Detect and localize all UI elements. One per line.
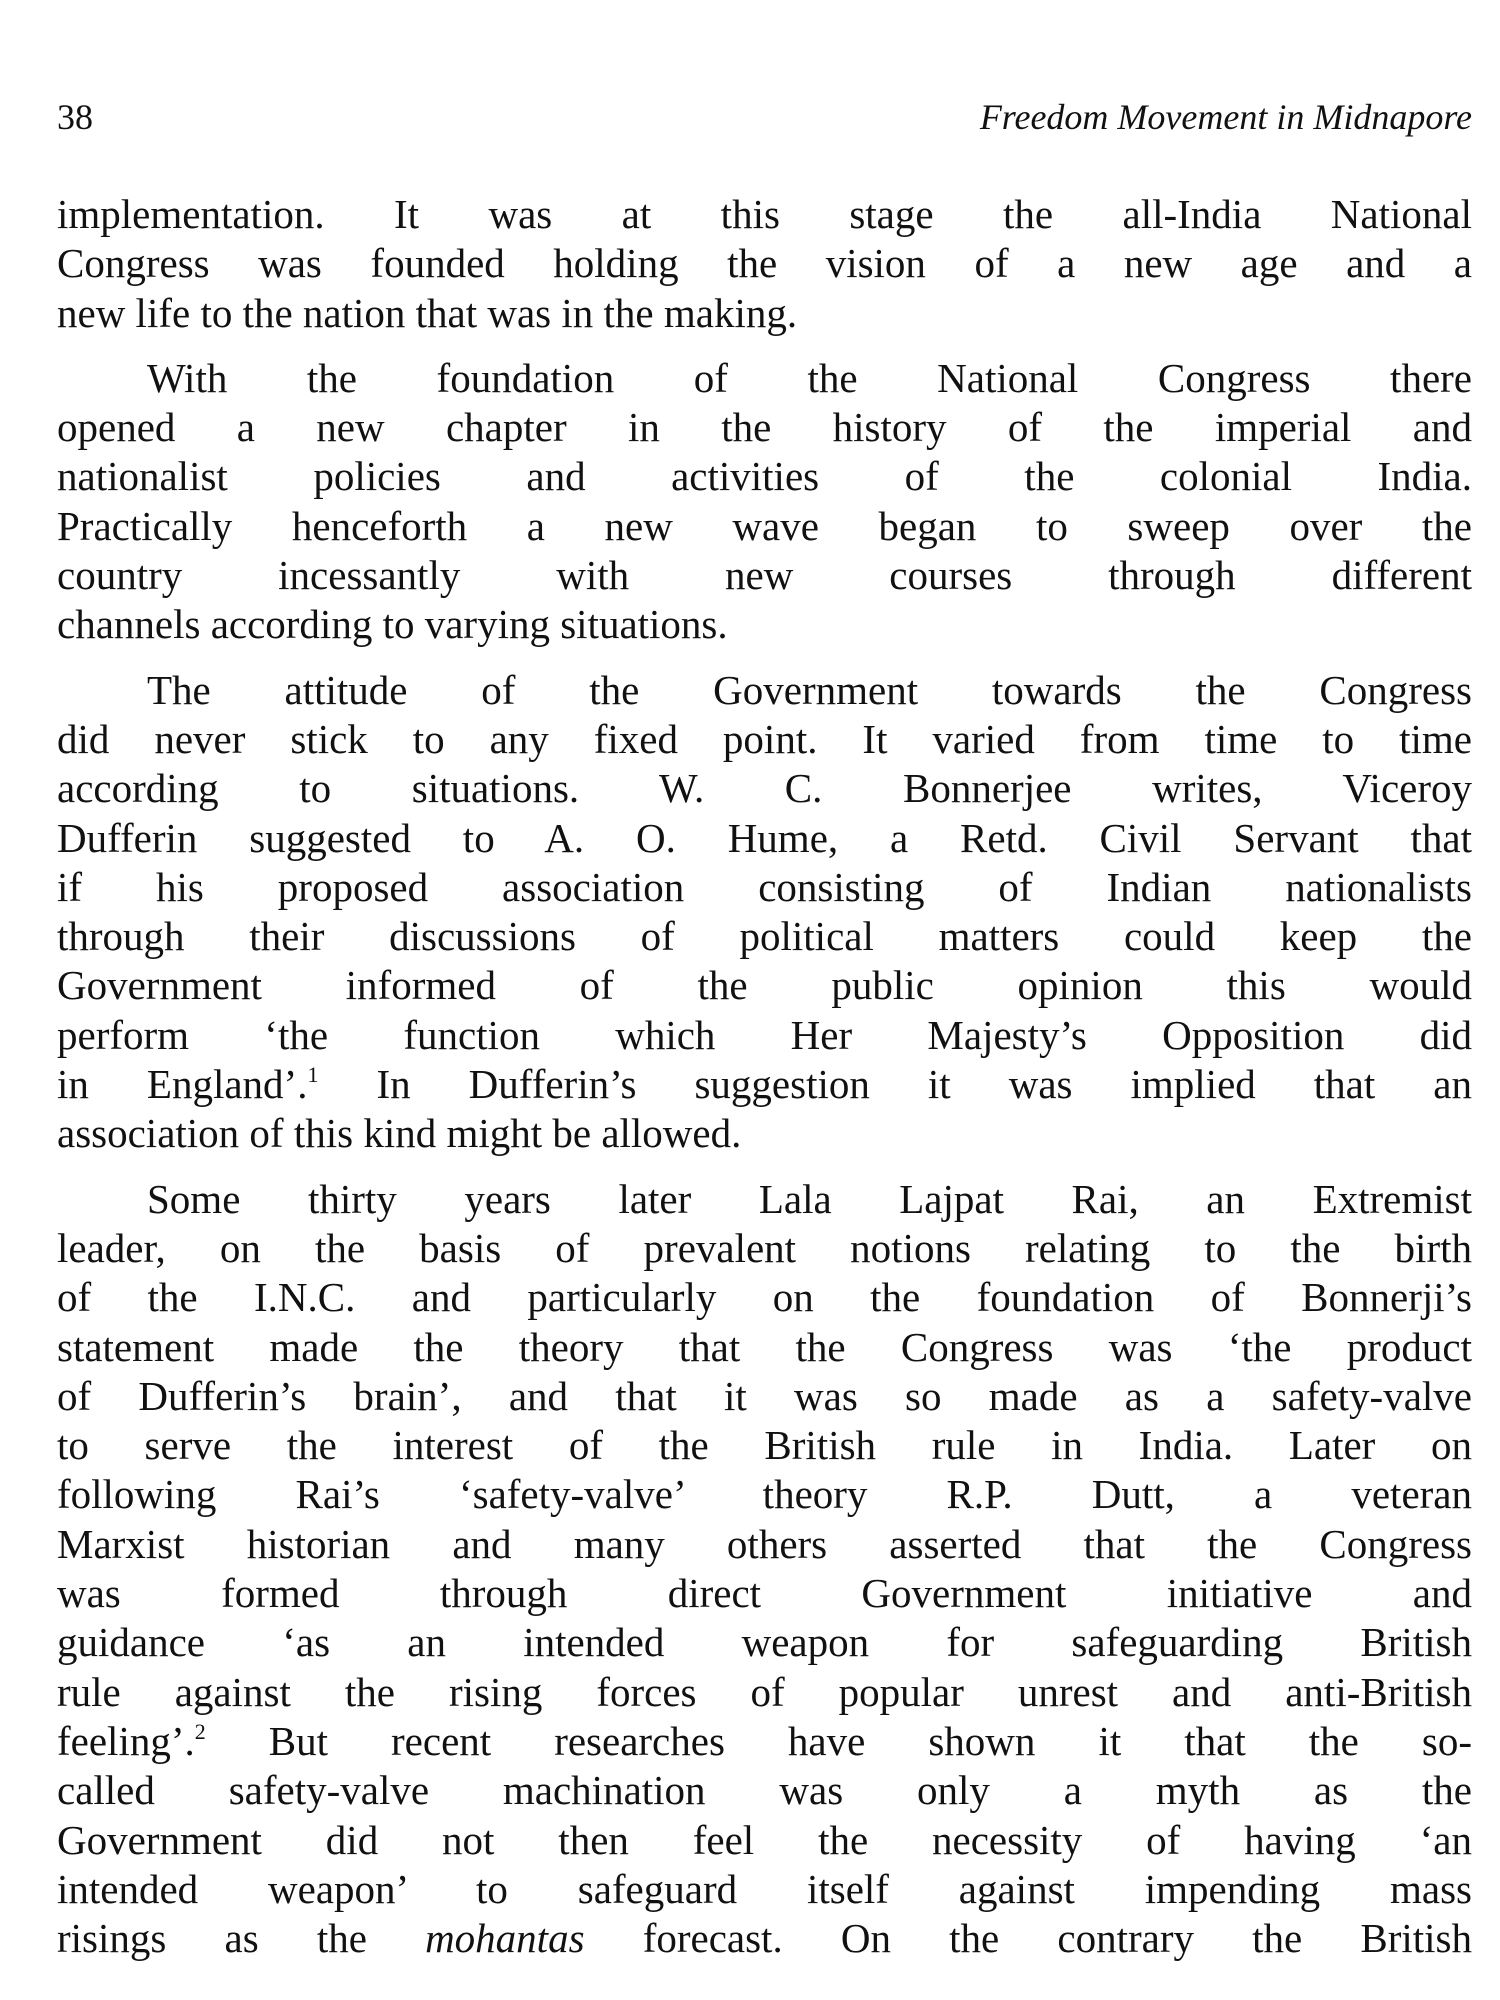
text-line: through their discussions of political matters could keep the: [57, 913, 1472, 960]
text-line: of Dufferin’s brain’, and that it was so made as a safety-valve: [57, 1372, 1472, 1419]
book-page: [57, 0, 1472, 2000]
text-line: to serve the interest of the British rule in India. Later on: [57, 1422, 1472, 1469]
text-line: new life to the nation that was in the making.: [57, 289, 798, 336]
paragraph: [57, 1175, 1472, 1964]
text-line: Congress was founded holding the vision of a new age and a: [57, 240, 1472, 287]
text-line: Government did not then feel the necessity of having ‘an: [57, 1816, 1472, 1863]
footnote-marker: 1: [307, 1062, 319, 1088]
text-line: following Rai’s ‘safety-valve’ theory R.P. Dutt, a veteran: [57, 1471, 1472, 1518]
text-segment: But recent researches have shown it that the so-: [205, 1717, 1472, 1764]
text-line: implementation. It was at this stage the all-India National: [57, 191, 1472, 237]
body-text: [57, 190, 1472, 1979]
text-segment: feeling’.: [57, 1717, 195, 1764]
paragraph: [57, 190, 1472, 338]
text-line: called safety-valve machination was only a myth as the: [57, 1767, 1472, 1814]
text-line: leader, on the basis of prevalent notions relating to the birth: [57, 1224, 1472, 1271]
text-line: The attitude of the Government towards the Congress: [147, 666, 1472, 713]
text-line: of the I.N.C. and particularly on the foundation of Bonnerji’s: [57, 1274, 1472, 1321]
paragraph: [57, 666, 1472, 1159]
running-title: Freedom Movement in Midnapore: [979, 97, 1472, 137]
page-number: 38: [57, 97, 93, 137]
text-line: Dufferin suggested to A. O. Hume, a Retd. Civil Servant that: [57, 814, 1472, 861]
text-segment: in England’.: [57, 1061, 308, 1108]
text-segment: In Dufferin’s suggestion it was implied that an: [318, 1061, 1472, 1108]
text-line: Government informed of the public opinion this would: [57, 962, 1472, 1009]
paragraph: [57, 354, 1472, 650]
text-line: Marxist historian and many others asserted that the Congress: [57, 1520, 1472, 1567]
text-line: rule against the rising forces of popular unrest and anti-British: [57, 1668, 1472, 1715]
text-line: country incessantly with new courses through different: [57, 552, 1472, 599]
footnote-marker: 2: [194, 1718, 206, 1744]
italic-term: mohantas: [425, 1915, 585, 1962]
text-line: With the foundation of the National Congress there: [147, 354, 1472, 401]
text-line: statement made the theory that the Congress was ‘the product: [57, 1323, 1472, 1370]
text-line: according to situations. W. C. Bonnerjee writes, Viceroy: [57, 765, 1472, 812]
text-line: Practically henceforth a new wave began to sweep over the: [57, 502, 1472, 549]
text-line: did never stick to any fixed point. It varied from time to time: [57, 715, 1472, 762]
text-line-with-italic: [57, 1914, 1472, 1963]
text-line: intended weapon’ to safeguard itself against impending mass: [57, 1865, 1472, 1912]
text-line: if his proposed association consisting of Indian nationalists: [57, 863, 1472, 910]
text-line: association of this kind might be allowed.: [57, 1110, 742, 1157]
running-head: [57, 92, 1472, 142]
text-line: opened a new chapter in the history of the imperial and: [57, 404, 1472, 451]
text-line: was formed through direct Government initiative and: [57, 1570, 1472, 1617]
text-line-with-footnote: [57, 1060, 1472, 1109]
text-line: Some thirty years later Lala Lajpat Rai, an Extremist: [147, 1175, 1472, 1222]
text-line: guidance ‘as an intended weapon for safeguarding British: [57, 1619, 1472, 1666]
text-segment: forecast. On the contrary the British: [584, 1915, 1473, 1962]
text-line-with-footnote: [57, 1717, 1472, 1766]
text-segment: risings as the: [57, 1915, 426, 1962]
text-line: channels according to varying situations.: [57, 601, 728, 648]
text-line: perform ‘the function which Her Majesty’s Opposition did: [57, 1011, 1472, 1058]
text-line: nationalist policies and activities of the colonial India.: [57, 453, 1472, 500]
